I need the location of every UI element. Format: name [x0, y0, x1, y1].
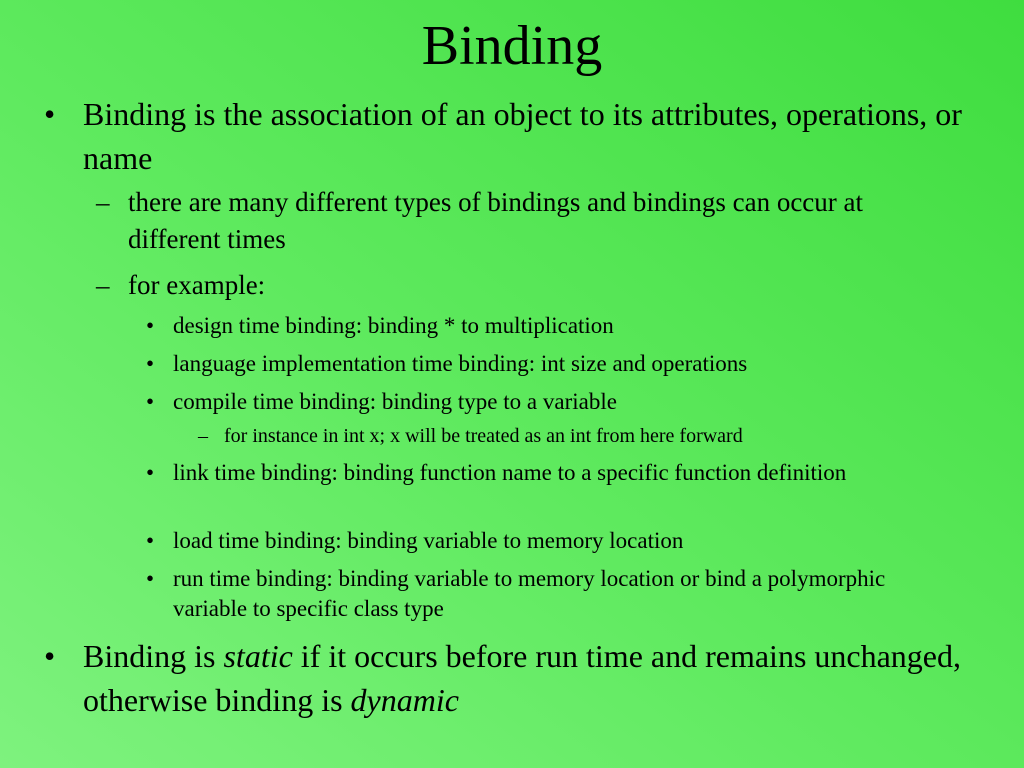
dynamic-term: dynamic	[350, 682, 459, 718]
static-term: static	[223, 638, 293, 674]
bullet-marker: •	[146, 566, 155, 591]
bullet-marker: •	[44, 96, 56, 132]
example-item-load-time	[146, 526, 926, 556]
example-text: language implementation time binding: int size and operations	[173, 351, 748, 376]
bullet-text	[83, 634, 984, 722]
example-item-link-time	[146, 458, 926, 488]
example-text: design time binding: binding * to multiplication	[173, 313, 614, 338]
slide-title: Binding	[421, 15, 603, 77]
example-text: link time binding: binding function name to a specific function definition	[173, 460, 847, 485]
bullet-marker: •	[146, 389, 155, 414]
bullet-marker: •	[146, 313, 155, 338]
bullet-marker: •	[146, 351, 155, 376]
example-text: compile time binding: binding type to a variable	[173, 389, 617, 414]
compile-time-note	[198, 423, 938, 449]
bullet-marker: •	[146, 528, 155, 553]
note-text: for instance in int x; x will be treated as an int from here forward	[224, 425, 743, 447]
bullet-binding-definition	[44, 92, 984, 180]
sub-bullet-text: for example:	[128, 270, 266, 300]
sub-bullet-binding-types	[96, 184, 956, 258]
example-item-design-time	[146, 311, 926, 341]
sub-bullet-text: there are many different types of bindings and bindings can occur at different times	[128, 187, 864, 254]
bullet-text: Binding is the association of an object to its attributes, operations, or name	[83, 96, 962, 176]
static-lead-text: Binding is	[83, 638, 224, 674]
static-middle-text: if it occurs before run time and remains unchanged, otherwise binding is	[83, 638, 961, 718]
example-item-language-implementation-time	[146, 349, 926, 379]
sub-bullet-for-example	[96, 267, 956, 304]
example-item-compile-time	[146, 387, 926, 417]
example-text: run time binding: binding variable to memory location or bind a polymorphic variable to specific class type	[173, 566, 886, 621]
example-text: load time binding: binding variable to memory location	[173, 528, 684, 553]
example-item-run-time	[146, 564, 926, 624]
dash-marker: –	[96, 187, 110, 217]
bullet-marker: •	[146, 460, 155, 485]
bullet-static-dynamic	[44, 634, 984, 722]
dash-marker: –	[96, 270, 110, 300]
dash-marker: –	[198, 425, 208, 447]
bullet-marker: •	[44, 638, 56, 674]
